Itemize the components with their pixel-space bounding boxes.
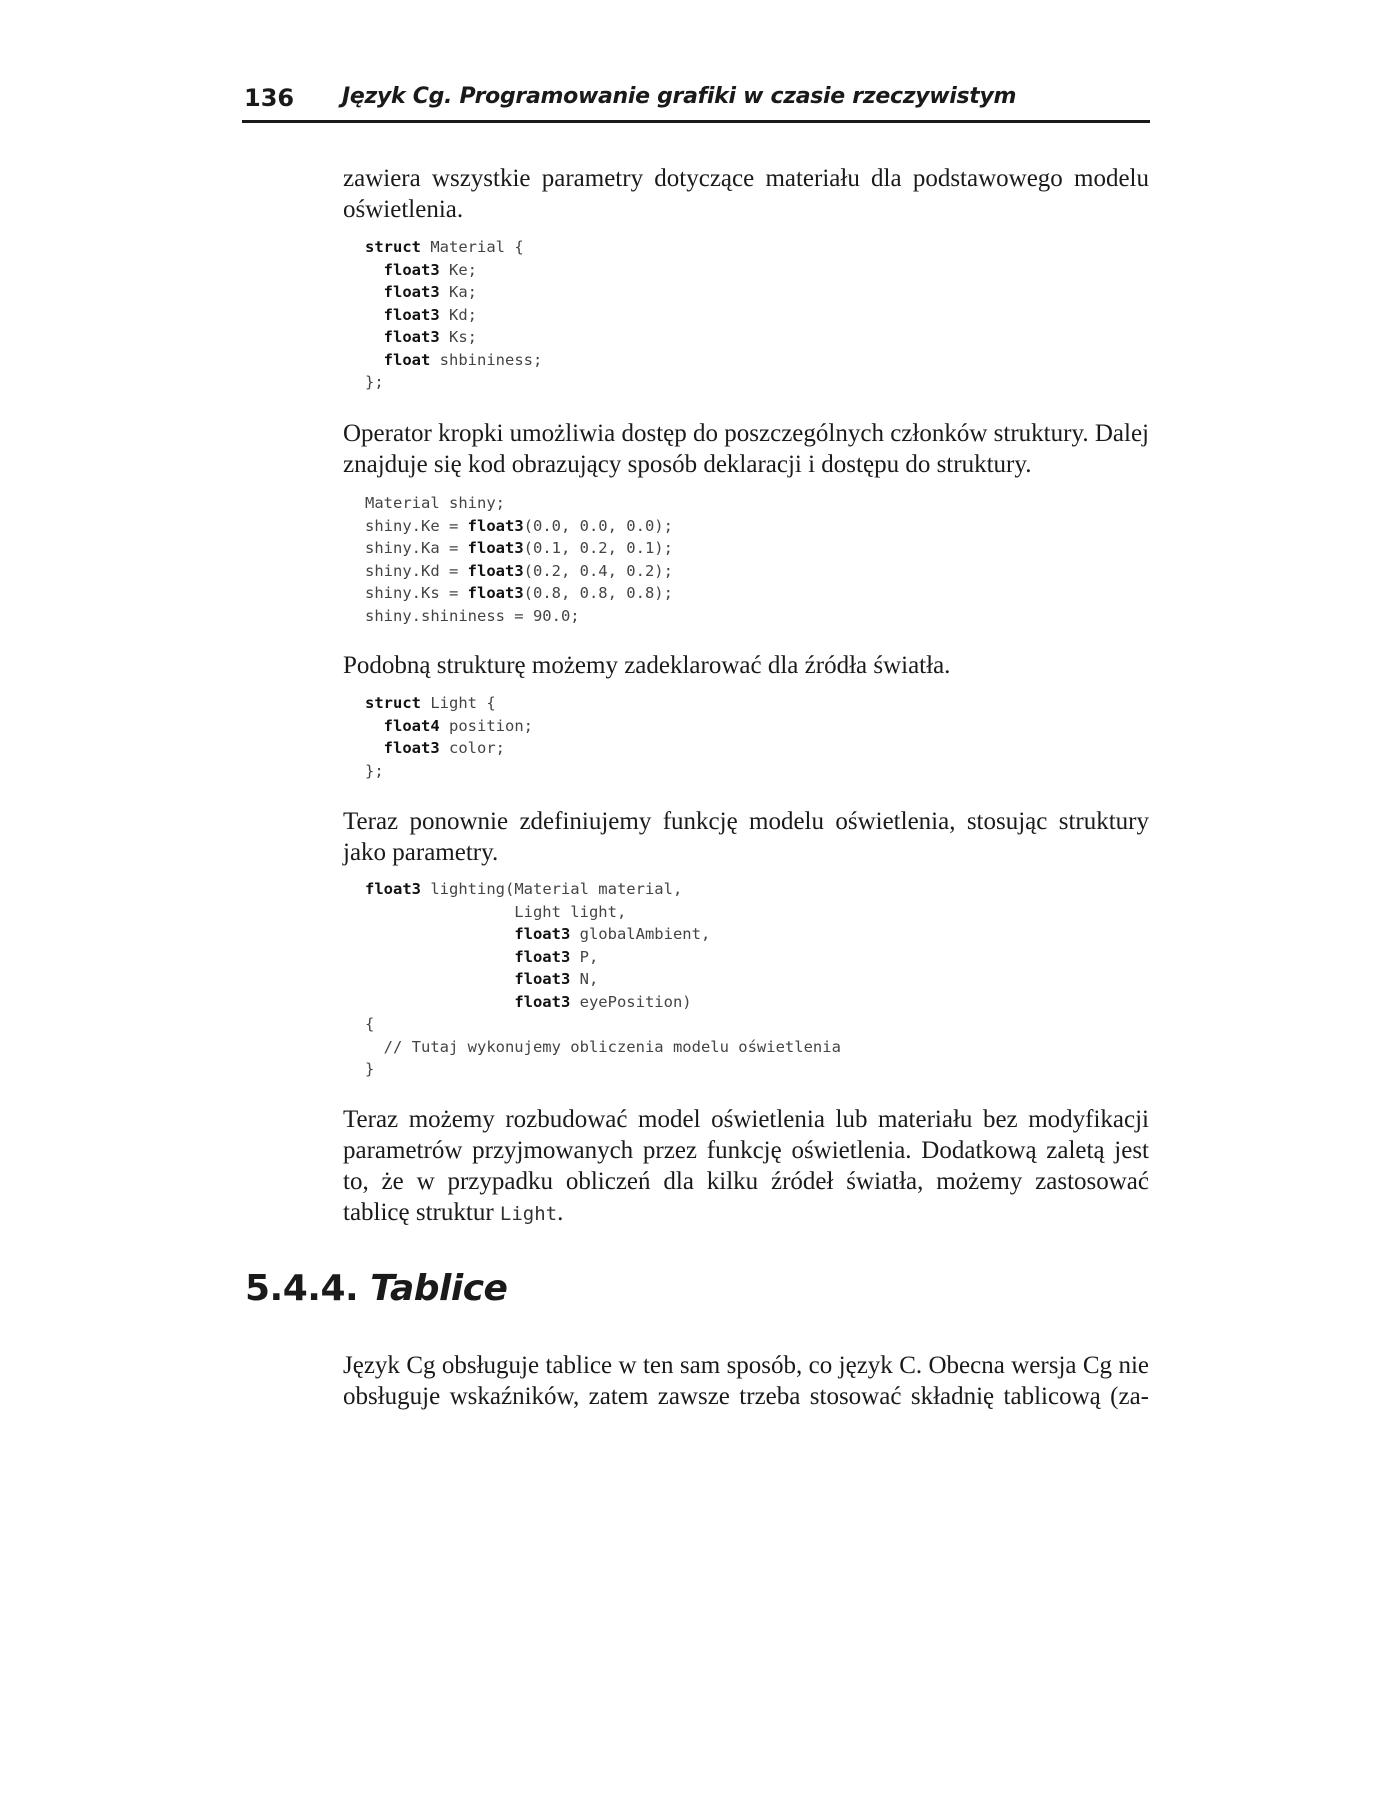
paragraph-intro-text: zawiera wszystkie parametry dotyczące materiału dla podstawowego modelu oświetlenia. — [343, 165, 1149, 223]
code-text — [365, 283, 384, 301]
code-line — [365, 492, 673, 515]
code-text: position; — [439, 716, 533, 735]
code-line — [365, 923, 841, 946]
code-text: { — [365, 1015, 375, 1033]
code-text: (0.0, 0.0, 0.0); — [523, 516, 673, 535]
code-keyword: float3 — [467, 584, 524, 602]
code-text — [365, 993, 514, 1011]
section-title: Tablice — [370, 1268, 508, 1309]
code-line — [365, 326, 542, 349]
code-line — [365, 692, 533, 715]
code-text — [365, 739, 384, 757]
code-text: shiny.shininess = 90.0; — [365, 606, 580, 625]
code-keyword: float3 — [514, 992, 571, 1011]
code-text: P, — [570, 947, 599, 966]
code-text: color; — [439, 739, 505, 757]
code-text: lighting(Material material, — [421, 880, 683, 898]
code-text — [365, 970, 514, 988]
code-text: Material shiny; — [365, 494, 505, 512]
code-text: eyePosition) — [570, 992, 692, 1011]
inline-code-light: Light — [499, 1203, 558, 1225]
code-keyword: float3 — [383, 305, 440, 324]
paragraph-extend-model — [343, 1104, 1149, 1230]
paragraph-light-struct-text: Podobną strukturę możemy zadeklarować dla źródła światła. — [343, 652, 951, 679]
code-text: Kd; — [439, 305, 477, 324]
code-text: Ks; — [439, 328, 477, 346]
paragraph-lighting-function — [343, 806, 1149, 868]
code-text: }; — [365, 761, 384, 780]
code-line — [365, 560, 673, 583]
code-text: Light { — [421, 694, 496, 712]
code-keyword: float3 — [467, 561, 524, 580]
code-block-light-struct — [365, 692, 533, 782]
page-header — [242, 80, 1150, 123]
paragraph-dot-operator — [343, 418, 1149, 480]
section-heading — [245, 1268, 507, 1309]
code-keyword: float3 — [467, 539, 524, 557]
code-text — [365, 925, 514, 943]
code-line — [365, 1058, 841, 1081]
code-text — [365, 306, 384, 324]
code-line — [365, 1013, 841, 1036]
code-text: Ka; — [439, 283, 477, 301]
paragraph-dot-operator-text: Operator kropki umożliwia dostęp do poszczególnych członków struktury. Dalej znajduje się kod obrazujący sposób deklaracji i dostępu do struktury. — [343, 420, 1149, 478]
code-keyword: float3 — [514, 925, 571, 943]
code-line — [365, 968, 841, 991]
code-block-lighting-function — [365, 878, 841, 1081]
code-line — [365, 371, 542, 394]
code-line — [365, 760, 533, 783]
code-line — [365, 582, 673, 605]
code-line — [365, 259, 542, 282]
paragraph-light-struct — [343, 650, 1149, 681]
code-keyword: float3 — [514, 947, 571, 966]
code-text: shiny.Ke = — [365, 516, 468, 535]
code-keyword: float3 — [365, 880, 421, 898]
code-text: } — [365, 1060, 375, 1078]
code-keyword: float3 — [467, 516, 524, 535]
paragraph-arrays-text: Język Cg obsługuje tablice w ten sam sposób, co język C. Obecna wersja Cg nie obsługuje wskaźników, zatem zawsze trzeba stosować składnię tablicową (za- — [343, 1352, 1149, 1410]
code-text: shiny.Kd = — [365, 561, 468, 580]
code-line — [365, 605, 673, 628]
page-number: 136 — [244, 84, 295, 112]
code-block-material-usage — [365, 492, 673, 627]
code-text: shiny.Ka = — [365, 539, 468, 557]
paragraph-arrays — [343, 1350, 1149, 1412]
code-keyword: float3 — [383, 260, 440, 279]
code-text — [365, 948, 514, 966]
running-title: Język Cg. Programowanie grafiki w czasie rzeczywistym — [342, 84, 1017, 109]
code-text: shbininess; — [430, 350, 543, 369]
code-line — [365, 946, 841, 969]
code-line — [365, 281, 542, 304]
code-keyword: struct — [365, 238, 421, 256]
code-line — [365, 1036, 841, 1059]
code-keyword: float3 — [383, 328, 440, 346]
paragraph-lighting-function-text: Teraz ponownie zdefiniujemy funkcję modelu oświetlenia, stosując struktury jako parametry. — [343, 808, 1149, 866]
code-text: globalAmbient, — [570, 925, 711, 943]
code-line — [365, 878, 841, 901]
code-line — [365, 515, 673, 538]
code-text: Material { — [421, 238, 524, 256]
code-block-material-struct — [365, 236, 542, 394]
code-keyword: float — [383, 350, 431, 369]
section-number: 5.4.4. — [245, 1268, 359, 1309]
code-line — [365, 236, 542, 259]
code-line — [365, 304, 542, 327]
code-text: (0.1, 0.2, 0.1); — [523, 539, 673, 557]
code-text: shiny.Ks = — [365, 584, 468, 602]
code-text: (0.8, 0.8, 0.8); — [523, 584, 673, 602]
code-text: // Tutaj wykonujemy obliczenia modelu oświetlenia — [365, 1037, 841, 1056]
code-text: }; — [365, 373, 384, 391]
code-keyword: float3 — [383, 283, 440, 301]
code-text: (0.2, 0.4, 0.2); — [523, 561, 673, 580]
code-text — [365, 261, 384, 279]
code-text: Ke; — [439, 260, 477, 279]
code-line — [365, 537, 673, 560]
code-text — [365, 717, 384, 735]
code-text: N, — [570, 970, 599, 988]
code-text — [365, 351, 384, 369]
code-text — [365, 328, 384, 346]
paragraph-intro — [343, 163, 1149, 225]
code-line — [365, 349, 542, 372]
code-line — [365, 991, 841, 1014]
code-keyword: struct — [365, 694, 421, 712]
paragraph-extend-model-text: Teraz możemy rozbudować model oświetlenia lub materiału bez modyfikacji parametrów przyjmowanych przez funkcję oświetlenia. Dodatkową zaletą jest to, że w przypadku obliczeń dla kilku źródeł światła, możemy zastosować tablicę struktur — [343, 1106, 1149, 1226]
code-keyword: float3 — [514, 970, 571, 988]
code-line — [365, 901, 841, 924]
code-line — [365, 715, 533, 738]
code-line — [365, 737, 533, 760]
code-keyword: float4 — [383, 716, 440, 735]
code-keyword: float3 — [383, 739, 440, 757]
paragraph-extend-model-end: . — [557, 1199, 564, 1226]
code-text: Light light, — [365, 902, 627, 921]
